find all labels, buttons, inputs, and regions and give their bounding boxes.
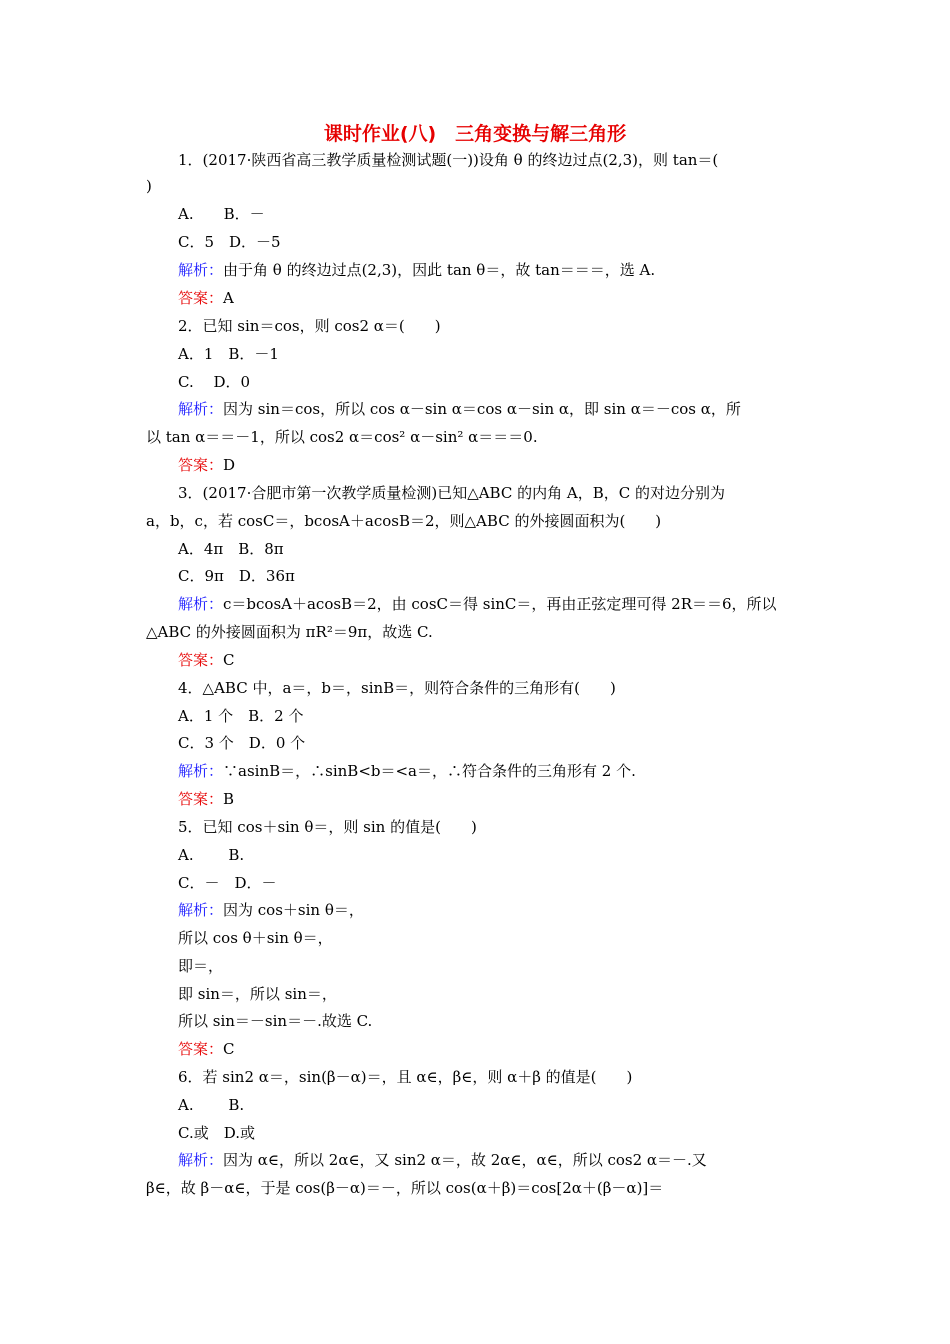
analysis-label: 解析： [178, 901, 224, 919]
text-line: A．4π B．8π [178, 540, 284, 558]
text-line: 所以 sin＝－sin＝－.故选 C. [178, 1012, 373, 1030]
answer-line [178, 650, 235, 670]
text-line: A．1 个 B．2 个 [178, 707, 304, 725]
analysis-line [178, 761, 636, 781]
answer-value: B [223, 790, 235, 808]
answer-value: D [223, 456, 236, 474]
analysis-line [178, 1150, 707, 1170]
answer-line [178, 789, 234, 809]
answer-line [178, 455, 235, 475]
text-line: C．3 个 D．0 个 [178, 734, 306, 752]
text-line: C．9π D．36π [178, 567, 295, 585]
answer-value: C [223, 1040, 235, 1058]
text-line: 3．(2017·合肥市第一次教学质量检测)已知△ABC 的内角 A，B，C 的对边分别为 [178, 484, 725, 502]
text-line: 5．已知 cos＋sin θ＝，则 sin 的值是( ) [178, 818, 477, 836]
analysis-text: ∵asinB＝，∴sinB<b＝<a＝，∴符合条件的三角形有 2 个. [223, 762, 636, 780]
text-line: A．1 B．－1 [178, 345, 279, 363]
text-line: A. B．－ [178, 205, 265, 223]
page-title: 课时作业(八) 三角变换与解三角形 [323, 123, 627, 145]
answer-label: 答案： [178, 1040, 224, 1058]
text-line: A. B. [178, 1096, 245, 1114]
analysis-line [178, 594, 777, 614]
analysis-text: 因为 cos＋sin θ＝， [223, 901, 364, 919]
text-line: 所以 cos θ＋sin θ＝， [178, 929, 333, 947]
text-line: 6．若 sin2 α＝，sin(β－α)＝，且 α∈，β∈，则 α＋β 的值是( ) [178, 1068, 633, 1086]
analysis-label: 解析： [178, 1151, 224, 1169]
analysis-label: 解析： [178, 261, 224, 279]
analysis-line [178, 260, 655, 280]
text-line: 4．△ABC 中，a＝，b＝，sinB＝，则符合条件的三角形有( ) [178, 679, 616, 697]
analysis-label: 解析： [178, 400, 224, 418]
analysis-label: 解析： [178, 595, 224, 613]
text-line: C. D．0 [178, 373, 251, 391]
text-line: C.或 D.或 [178, 1124, 255, 1142]
analysis-text: 因为 α∈，所以 2α∈，又 sin2 α＝，故 2α∈，α∈，所以 cos2 α＝－.又 [223, 1151, 707, 1169]
text-line: △ABC 的外接圆面积为 πR²＝9π，故选 C. [146, 623, 433, 641]
text-line: C．5 D．－5 [178, 233, 281, 251]
analysis-line [178, 900, 364, 920]
text-line: 即＝， [178, 957, 224, 975]
text-line: 1．(2017·陕西省高三教学质量检测试题(一))设角 θ 的终边过点(2,3)，则 tan＝( [178, 151, 719, 169]
text-line: C．－ D．－ [178, 874, 277, 892]
answer-label: 答案： [178, 790, 224, 808]
text-line: 2．已知 sin＝cos，则 cos2 α＝( ) [178, 317, 441, 335]
answer-label: 答案： [178, 456, 224, 474]
answer-label: 答案： [178, 289, 224, 307]
text-line: a，b，c，若 cosC＝，bcosA＋acosB＝2，则△ABC 的外接圆面积为( ) [146, 512, 662, 530]
analysis-label: 解析： [178, 762, 224, 780]
analysis-text: 由于角 θ 的终边过点(2,3)，因此 tan θ＝，故 tan＝＝＝，选 A. [223, 261, 656, 279]
answer-value: C [223, 651, 235, 669]
answer-value: A [223, 289, 234, 307]
text-line: 即 sin＝，所以 sin＝， [178, 985, 337, 1003]
answer-line [178, 288, 234, 308]
analysis-line [178, 399, 741, 419]
answer-label: 答案： [178, 651, 224, 669]
text-line: 以 tan α＝＝－1，所以 cos2 α＝cos² α－sin² α＝＝＝0. [146, 428, 538, 446]
text-line: ) [146, 177, 152, 195]
analysis-text: 因为 sin＝cos，所以 cos α－sin α＝cos α－sin α，即 sin α＝－cos α，所 [223, 400, 741, 418]
analysis-text: c＝bcosA＋acosB＝2，由 cosC＝得 sinC＝，再由正弦定理可得 2R＝＝6，所以 [223, 595, 777, 613]
text-line: β∈，故 β－α∈，于是 cos(β－α)＝－，所以 cos(α＋β)＝cos[2α＋(β－α)]＝ [146, 1179, 664, 1197]
text-line: A. B. [178, 846, 245, 864]
answer-line [178, 1039, 235, 1059]
